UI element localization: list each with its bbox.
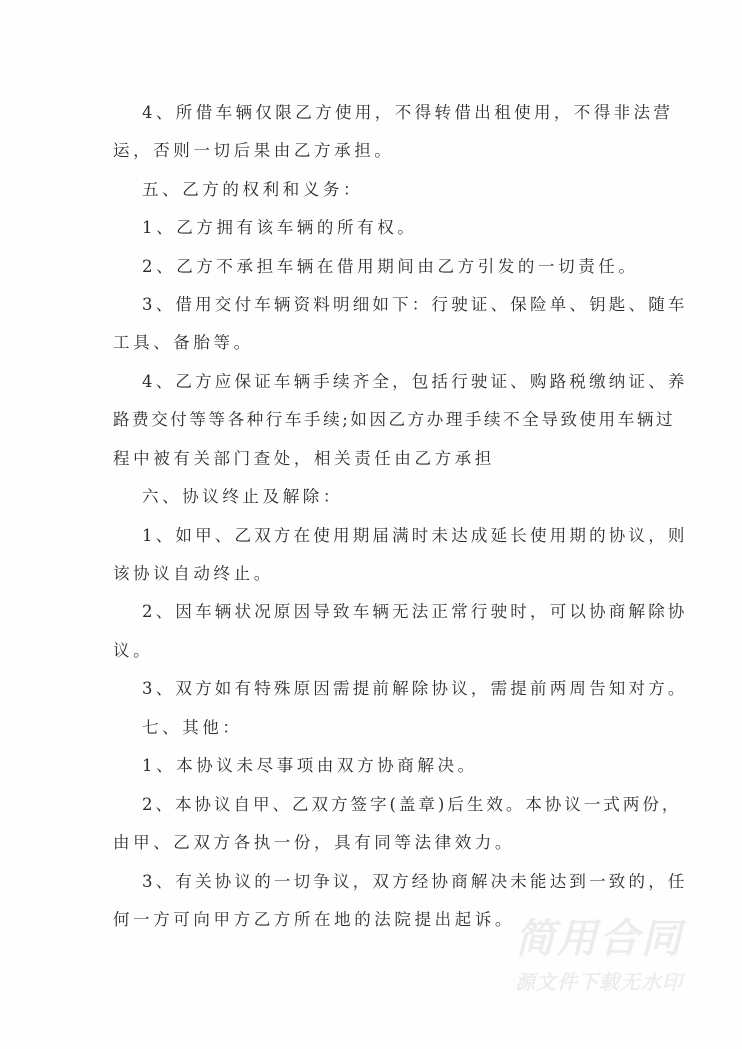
paragraph-line: 1、本协议未尽事项由双方协商解决。 [142,756,478,775]
paragraph-line: 1、乙方拥有该车辆的所有权。 [142,218,418,237]
watermark-brand: 简用合同 [515,916,683,962]
watermark-tagline: 源文件下载无水印 [515,970,683,994]
paragraph-line: 2、因车辆状况原因导致车辆无法正常行驶时，可以协商解除协 [142,602,688,621]
section-heading: 五、乙方的权利和义务： [142,180,364,199]
paragraph-line: 2、本协议自甲、乙双方签字(盖章)后生效。本协议一式两份， [142,795,682,814]
paragraph-line: 3、有关协议的一切争议，双方经协商解决未能达到一致的，任 [142,872,688,891]
paragraph-line: 3、双方如有特殊原因需提前解除协议，需提前两周告知对方。 [142,679,688,698]
paragraph-line: 程中被有关部门查处，相关责任由乙方承担 [113,449,495,468]
paragraph-line: 何一方可向甲方乙方所在地的法院提出起诉。 [113,910,515,929]
paragraph-line: 运，否则一切后果由乙方承担。 [113,141,395,160]
section-heading: 六、协议终止及解除： [142,487,343,506]
paragraph-line: 路费交付等等各种行车手续;如因乙方办理手续不全导致使用车辆过 [113,410,676,429]
paragraph-line: 1、如甲、乙双方在使用期届满时未达成延长使用期的协议，则 [142,526,688,545]
paragraph-line: 3、借用交付车辆资料明细如下：行驶证、保险单、钥匙、随车 [142,295,688,314]
paragraph-line: 由甲、乙双方各执一份，具有同等法律效力。 [113,833,515,852]
paragraph-line: 议。 [113,641,154,660]
paragraph-line: 工具、备胎等。 [113,333,254,352]
paragraph-line: 2、乙方不承担车辆在借用期间由乙方引发的一切责任。 [142,257,639,276]
paragraph-line: 4、乙方应保证车辆手续齐全，包括行驶证、购路税缴纳证、养 [142,372,688,391]
paragraph-line: 该协议自动终止。 [113,564,274,583]
paragraph-line: 4、所借车辆仅限乙方使用，不得转借出租使用，不得非法营 [142,103,674,122]
section-heading: 七、其他： [142,718,243,737]
